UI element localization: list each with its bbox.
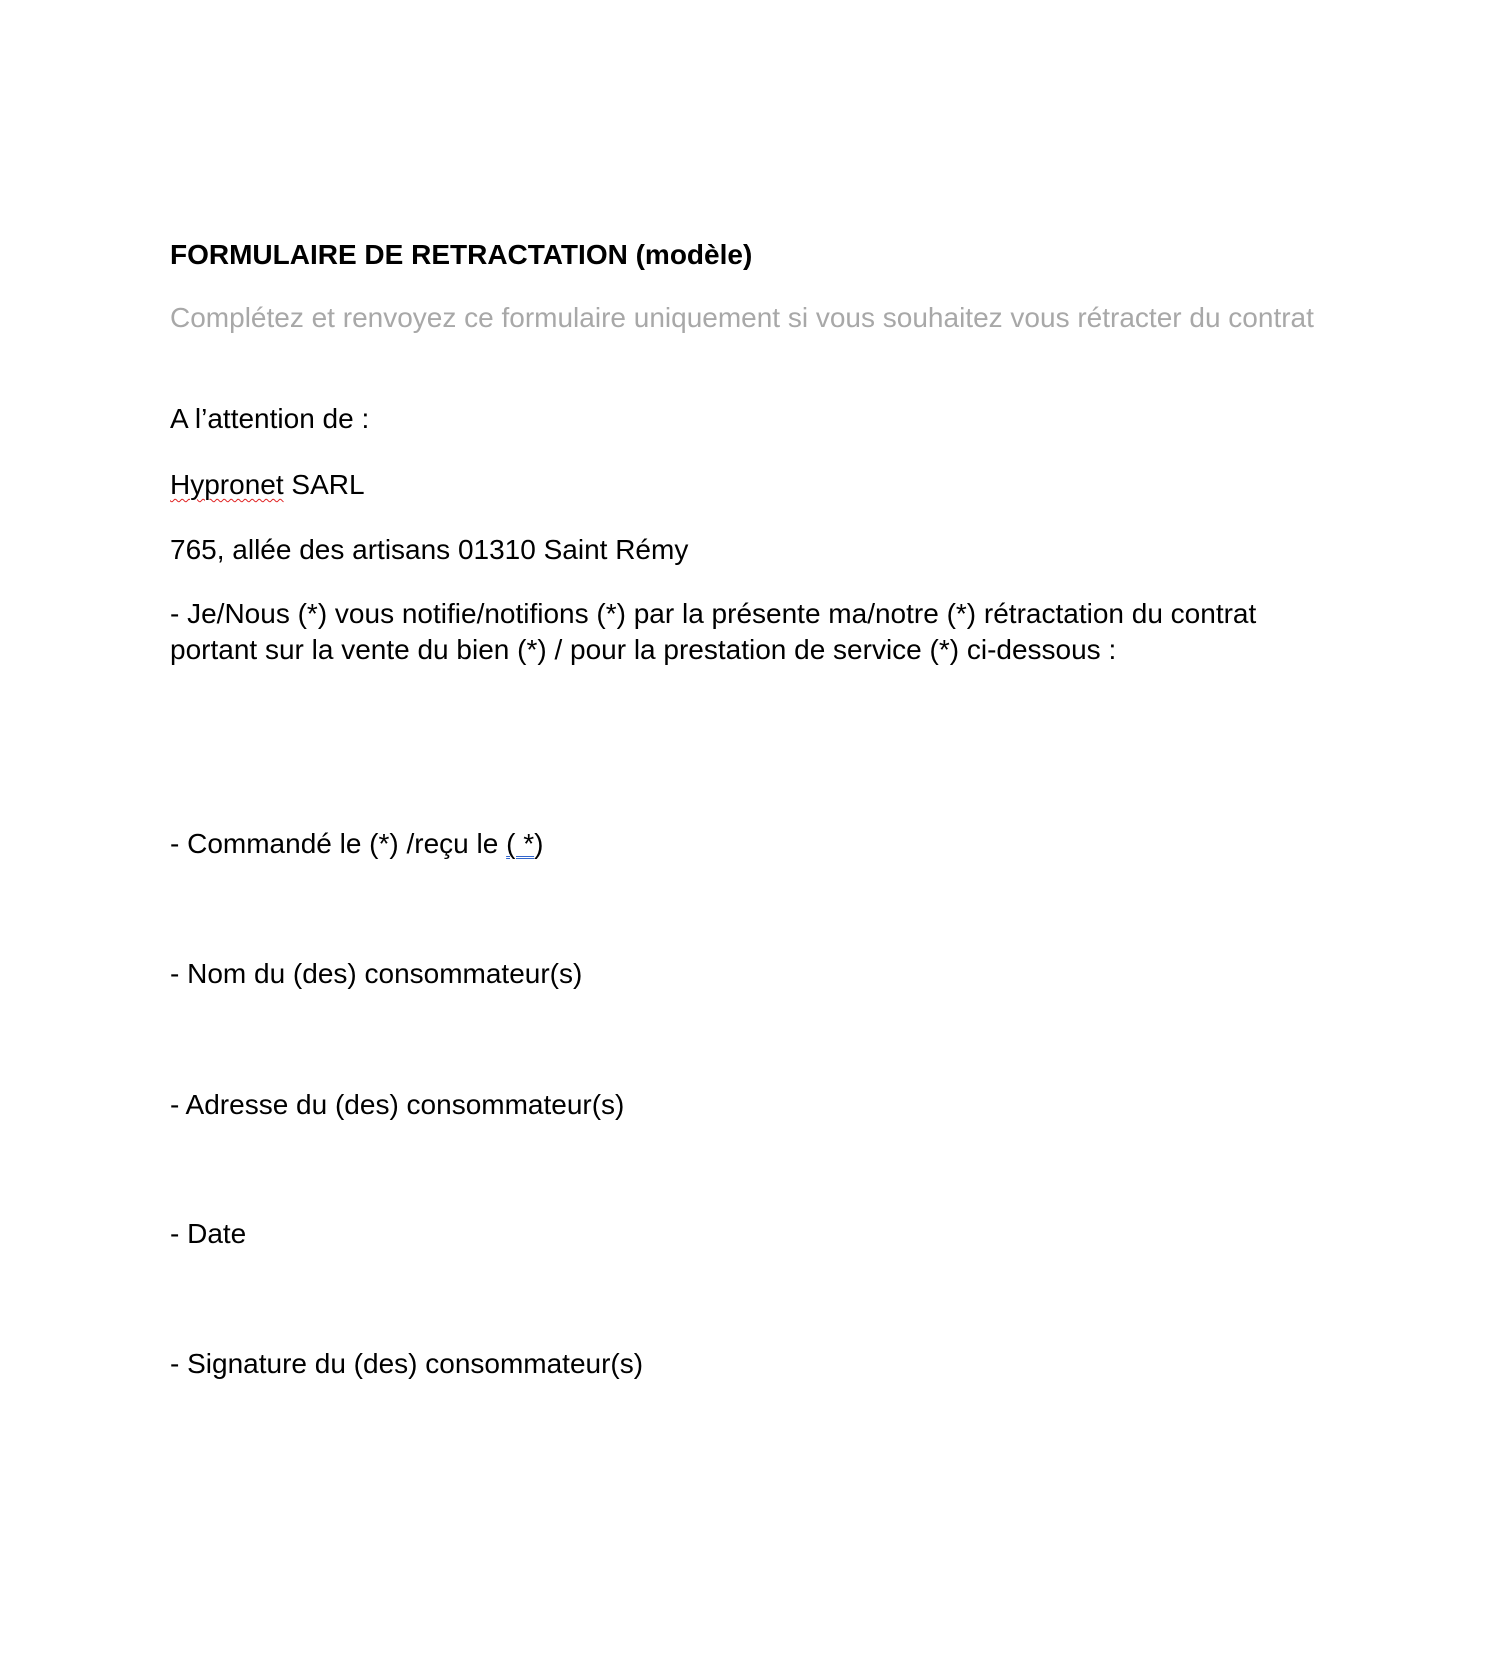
ordered-received-close: ) [534,828,544,859]
company-name [170,467,365,503]
ordered-received-label: - Commandé le (*) /reçu le [170,828,507,859]
company-name-suffix: SARL [283,469,365,500]
consumer-name-field-label: - Nom du (des) consommateur(s) [170,958,583,989]
ordered-received-marked-text[interactable]: ( * [506,828,535,859]
form-title: FORMULAIRE DE RETRACTATION (modèle) [170,239,753,270]
retraction-notice: - Je/Nous (*) vous notifie/notifions (*) par la présente ma/notre (*) rétractation du contrat portant sur la vente du bien (*) / pour la prestation de service (*) ci-dessous : [170,598,1257,665]
date-field-label: - Date [170,1218,247,1249]
form-instructions: Complétez et renvoyez ce formulaire uniquement si vous souhaitez vous rétracter du contrat [170,302,1314,333]
attention-label: A l’attention de : [170,403,370,434]
company-name-spellcheck-word[interactable]: Hypronet [170,469,284,500]
signature-field-label: - Signature du (des) consommateur(s) [170,1348,644,1379]
consumer-address-field-label: - Adresse du (des) consommateur(s) [170,1089,625,1120]
company-address: 765, allée des artisans 01310 Saint Rémy [170,534,689,565]
ordered-received-line [170,826,543,862]
